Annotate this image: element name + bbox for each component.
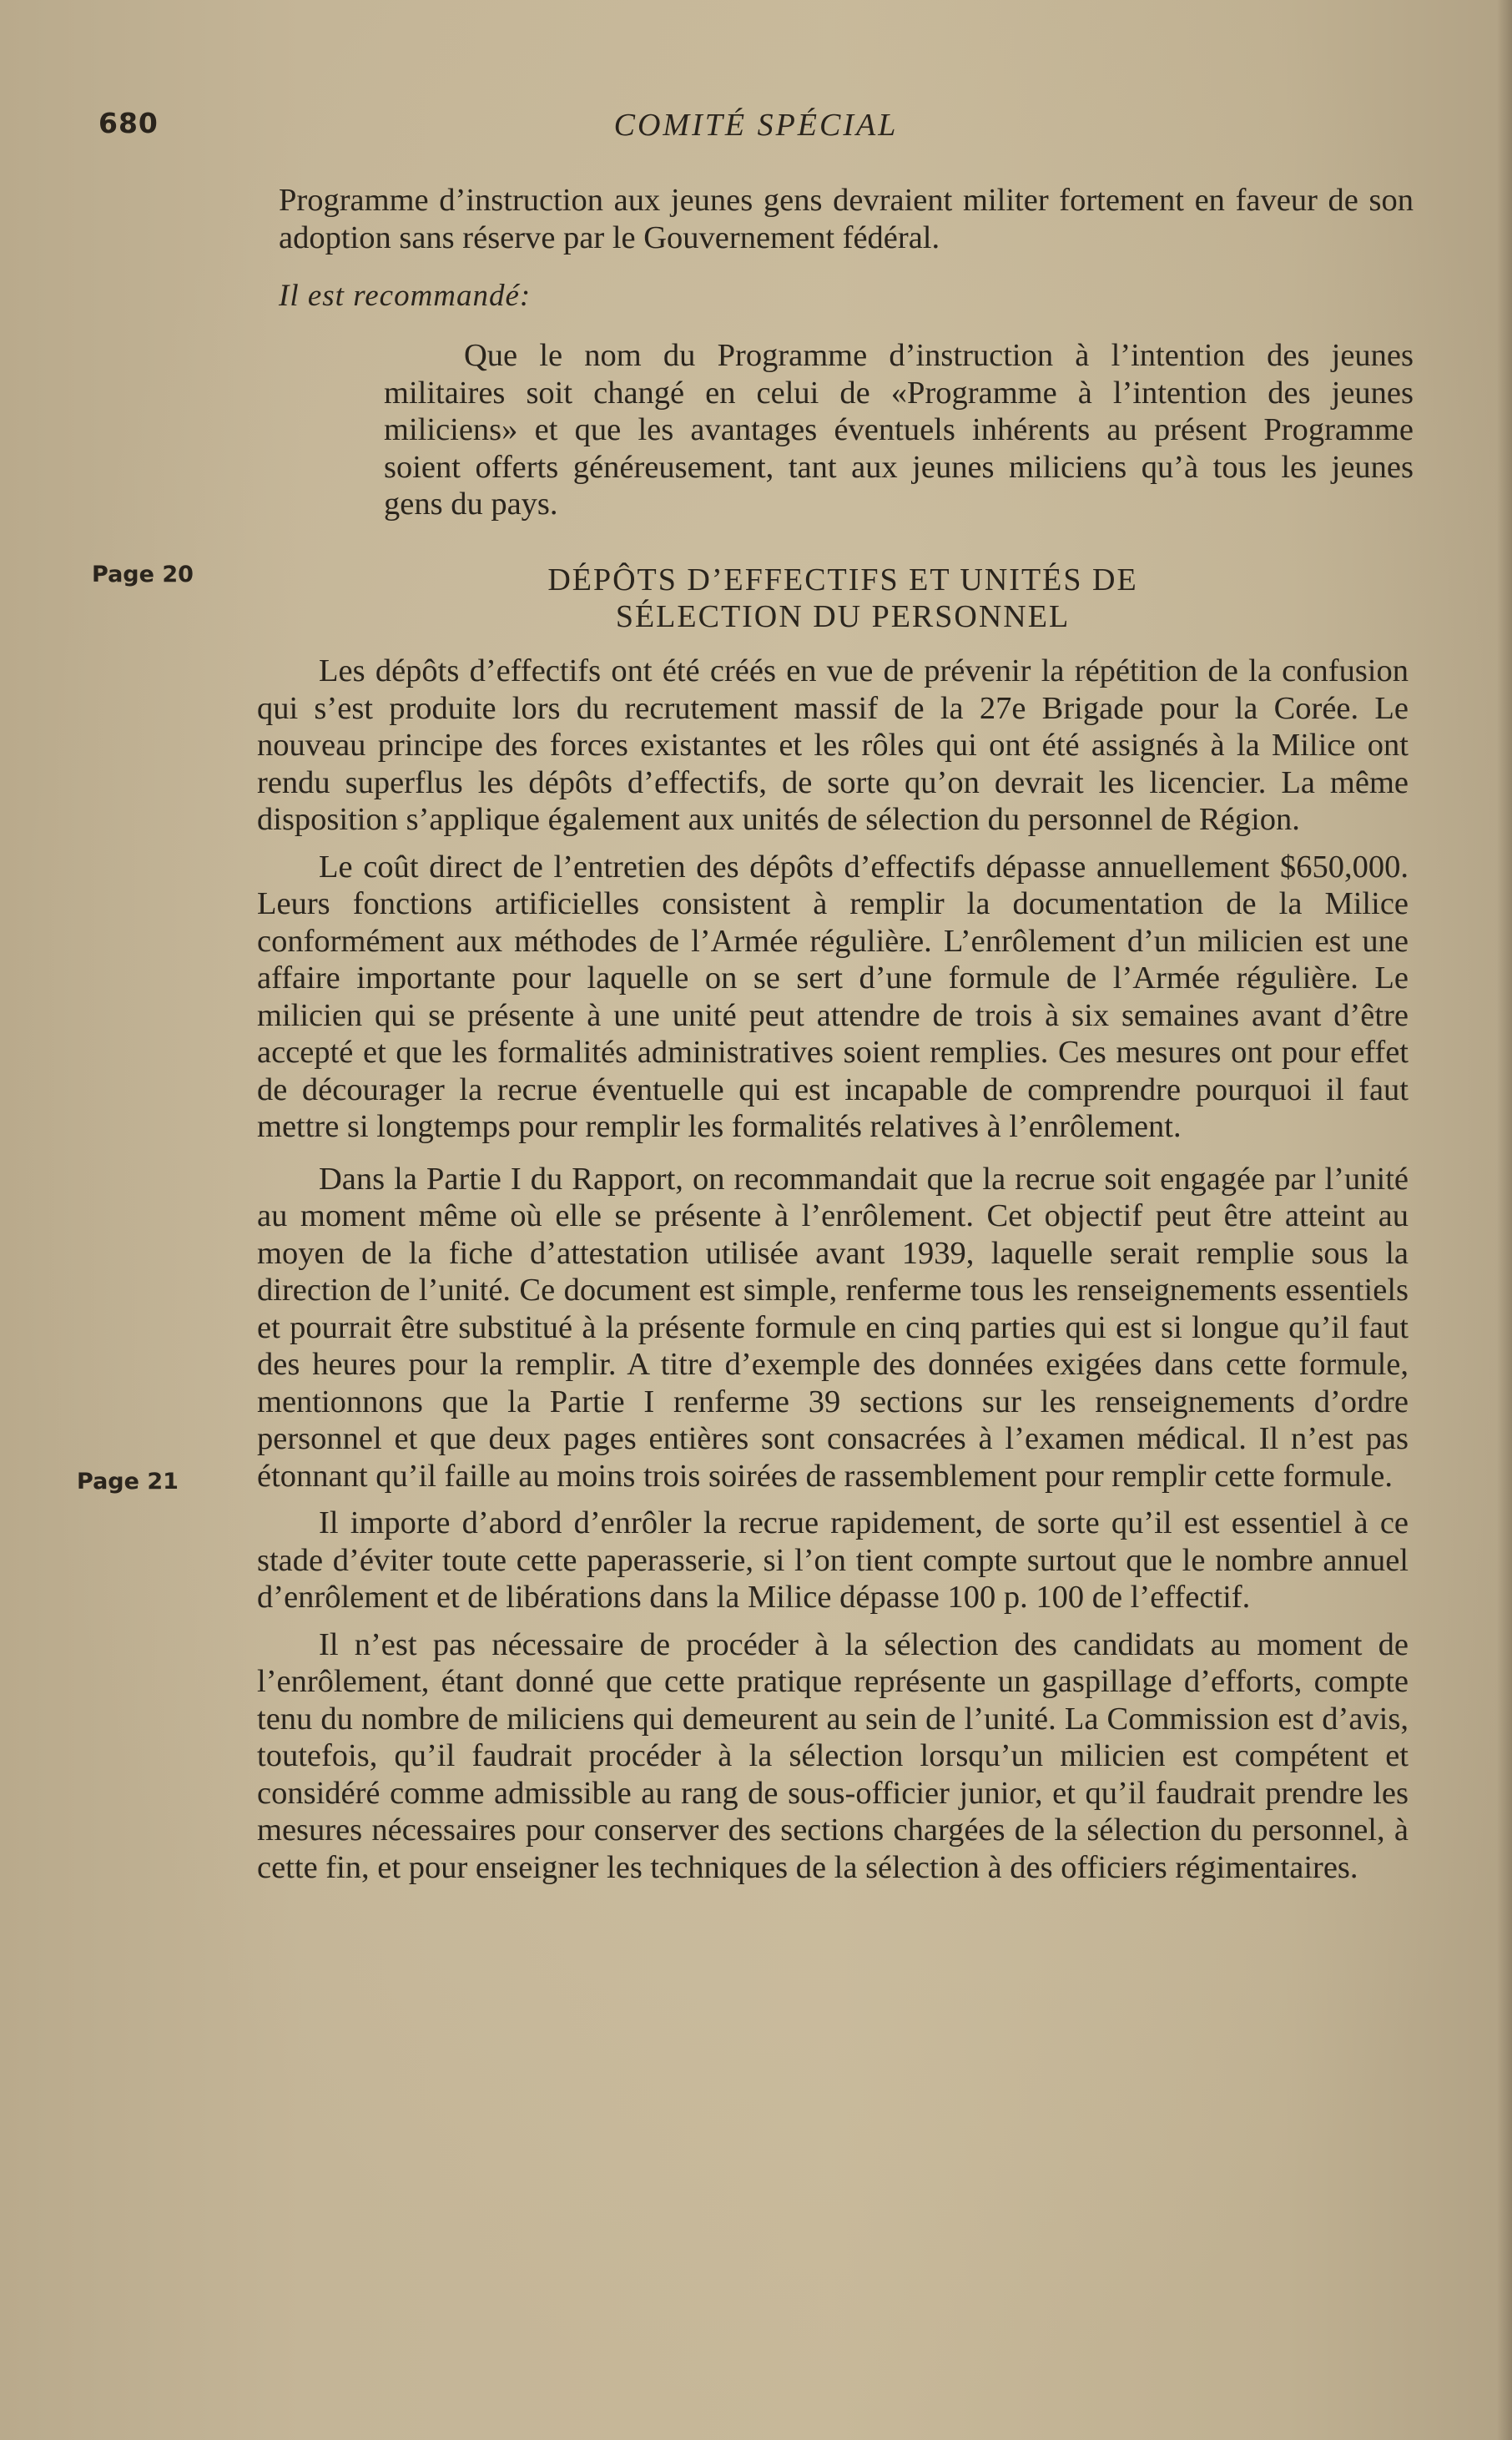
section-heading: [367, 562, 1318, 635]
page-number: 680: [98, 107, 159, 139]
recommendation-label: Il est recommandé:: [279, 279, 532, 313]
recommendation-text: Que le nom du Programme d’instruction à l’intention des jeunes militaires soit changé en celui de «Programme à l’intention des jeunes miliciens» et que les avantages éventuels inhérents au présent Programme soient offerts généreusement, tant aux jeunes miliciens qu’à tous les jeunes gens du pays.: [384, 338, 1414, 522]
paragraph: Le coût direct de l’entretien des dépôts d’effectifs dépasse annuellement $650,000. Leurs fonctions artificielles consistent à remplir la documentation de la Milice conformément aux méthodes de l’Armée régulière. L’enrôlement d’un milicien est une affaire importante pour laquelle on se sert d’une formule de l’Armée régulière. Le milicien qui se présente à une unité peut attendre de trois à six semaines avant d’être accepté et que les formalités administratives soient remplies. Ces mesures ont pour effet de décourager la recrue éventuelle qui est incapable de comprendre pourquoi il faut mettre si longtemps pour remplir les formalités relatives à l’enrôlement.: [257, 849, 1409, 1144]
section-heading-line-1: DÉPÔTS D’EFFECTIFS ET UNITÉS DE: [547, 562, 1138, 597]
paragraph: Il n’est pas nécessaire de procéder à la sélection des candidats au moment de l’enrôlement, étant donné que cette pratique représente un gaspillage d’efforts, compte tenu du nombre de miliciens qui demeurent au sein de l’unité. La Commission est d’avis, toutefois, qu’il faudrait procéder à la sélection lorsqu’un milicien est compétent et considéré comme admissible au rang de sous-officier junior, et qu’il faudrait prendre les mesures nécessaires pour conserver des sections chargées de la sélection du personnel, à cette fin, et pour enseigner les techniques de la sélection à des officiers régimentaires.: [257, 1626, 1409, 1885]
intro-text: Programme d’instruction aux jeunes gens devraient militer fortement en faveur de son adoption sans réserve par le Gouvernement fédéral.: [279, 183, 1414, 255]
margin-note-page-20: Page 20: [92, 562, 194, 587]
page-edge-shadow: [1497, 0, 1512, 2440]
paragraph: Les dépôts d’effectifs ont été créés en vue de prévenir la répétition de la confusion qui s’est produite lors du recrutement massif de la 27e Brigade pour la Corée. Le nouveau principe des forces existantes et les rôles qui ont été assignés à la Milice ont rendu superflus les dépôts d’effectifs, de sorte qu’on devrait les licencier. La même disposition s’applique également aux unités de sélection du personnel de Région.: [257, 653, 1409, 837]
intro-paragraph: [279, 182, 1414, 256]
body-text: [257, 653, 1409, 1886]
paragraph: Il importe d’abord d’enrôler la recrue rapidement, de sorte qu’il est essentiel à ce stade d’éviter toute cette paperasserie, si l’on tient compte surtout que le nombre annuel d’enrôlement et de libérations dans la Milice dépasse 100 p. 100 de l’effectif.: [257, 1505, 1409, 1615]
margin-note-page-21: Page 21: [77, 1469, 179, 1495]
section-heading-line-2: SÉLECTION DU PERSONNEL: [615, 599, 1071, 634]
running-title: COMITÉ SPÉCIAL: [613, 108, 899, 143]
paragraph: Dans la Partie I du Rapport, on recommandait que la recrue soit engagée par l’unité au moment même où elle se présente à l’enrôlement. Cet objectif peut être atteint au moyen de la fiche d’attestation utilisée avant 1939, laquelle serait remplie sous la direction de l’unité. Ce document est simple, renferme tous les renseignements essentiels et pourrait être substitué à la présente formule en cinq parties qui est si longue qu’il faut des heures pour la remplir. A titre d’exemple des données exigées dans cette formule, mentionnons que la Partie I renferme 39 sections sur les renseignements d’ordre personnel et que deux pages entières sont consacrées à l’examen médical. Il n’est pas étonnant qu’il faille au moins trois soirées de rassemblement pour remplir cette formule.: [257, 1161, 1409, 1494]
